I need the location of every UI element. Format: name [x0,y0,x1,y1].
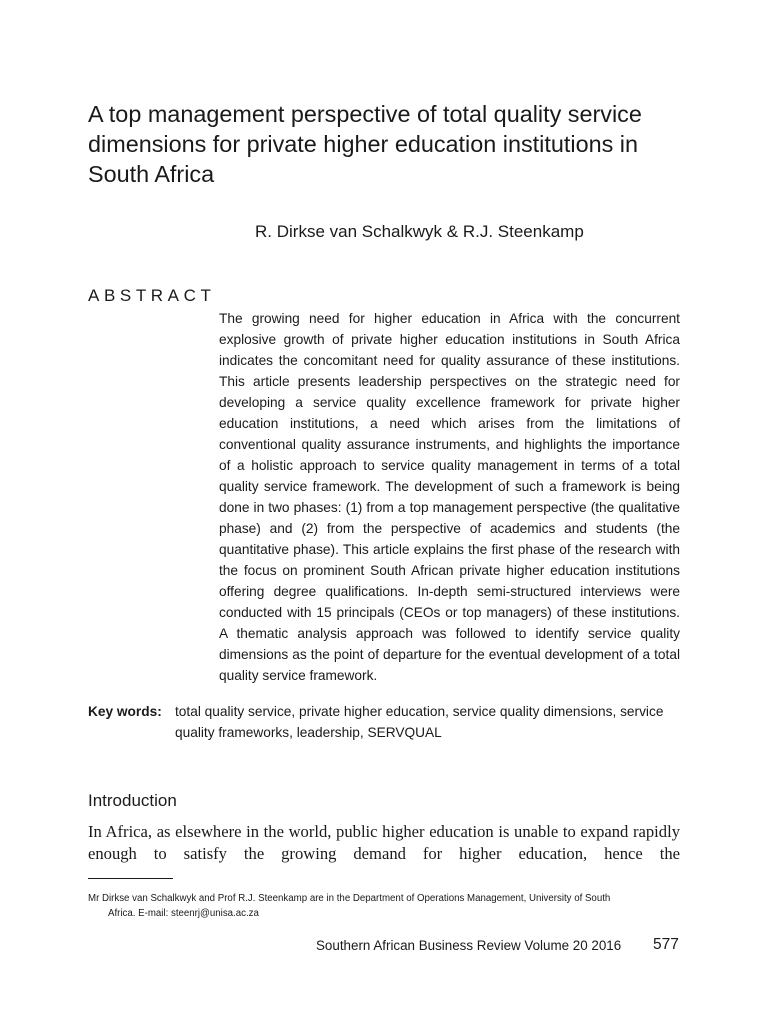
keywords-line-2: quality frameworks, leadership, SERVQUAL [175,725,442,740]
abstract-heading: ABSTRACT [88,286,216,305]
article-authors: R. Dirkse van Schalkwyk & R.J. Steenkamp [255,222,584,241]
introduction-body: In Africa, as elsewhere in the world, public higher education is unable to expand rapidly enough to satisfy the growing demand for higher education, hence the [88,822,680,863]
introduction-heading: Introduction [88,791,177,810]
footnote-line-1: Mr Dirkse van Schalkwyk and Prof R.J. Steenkamp are in the Department of Operations Management, University of South [88,893,611,904]
footnote-divider [88,878,173,879]
keywords-line-1: total quality service, private higher education, service quality dimensions, service [175,704,664,719]
keywords-label: Key words: [88,704,162,719]
abstract-body: The growing need for higher education in Africa with the concurrent explosive growth of private higher education institutions in South Africa indicates the concomitant need for quality assurance of these institutions. This article presents leadership perspectives on the strategic need for developing a service quality excellence framework for private higher education institutions, a need which arises from the limitations of conventional quality assurance instruments, and highlights the importance of a holistic approach to service quality management in terms of a total quality service framework. The development of such a framework is being done in two phases: (1) from a top management perspective (the qualitative phase) and (2) from the perspective of academics and students (the quantitative phase). This article explains the first phase of the research with the focus on prominent South African private higher education institutions offering degree qualifications. In-depth semi-structured interviews were conducted with 15 principals (CEOs or top managers) of these institutions. A thematic analysis approach was followed to identify service quality dimensions as the point of departure for the eventual development of a total quality service framework. [219,311,680,683]
keywords-block [88,701,682,743]
footnote-line-2: Africa. E-mail: steenrj@unisa.ac.za [108,908,259,919]
article-title: A top management perspective of total quality service dimensions for private higher education institutions in South Africa [88,101,642,187]
footnote [88,891,682,921]
page-number: 577 [653,936,679,953]
journal-footer: Southern African Business Review Volume 20 2016 [316,938,622,953]
